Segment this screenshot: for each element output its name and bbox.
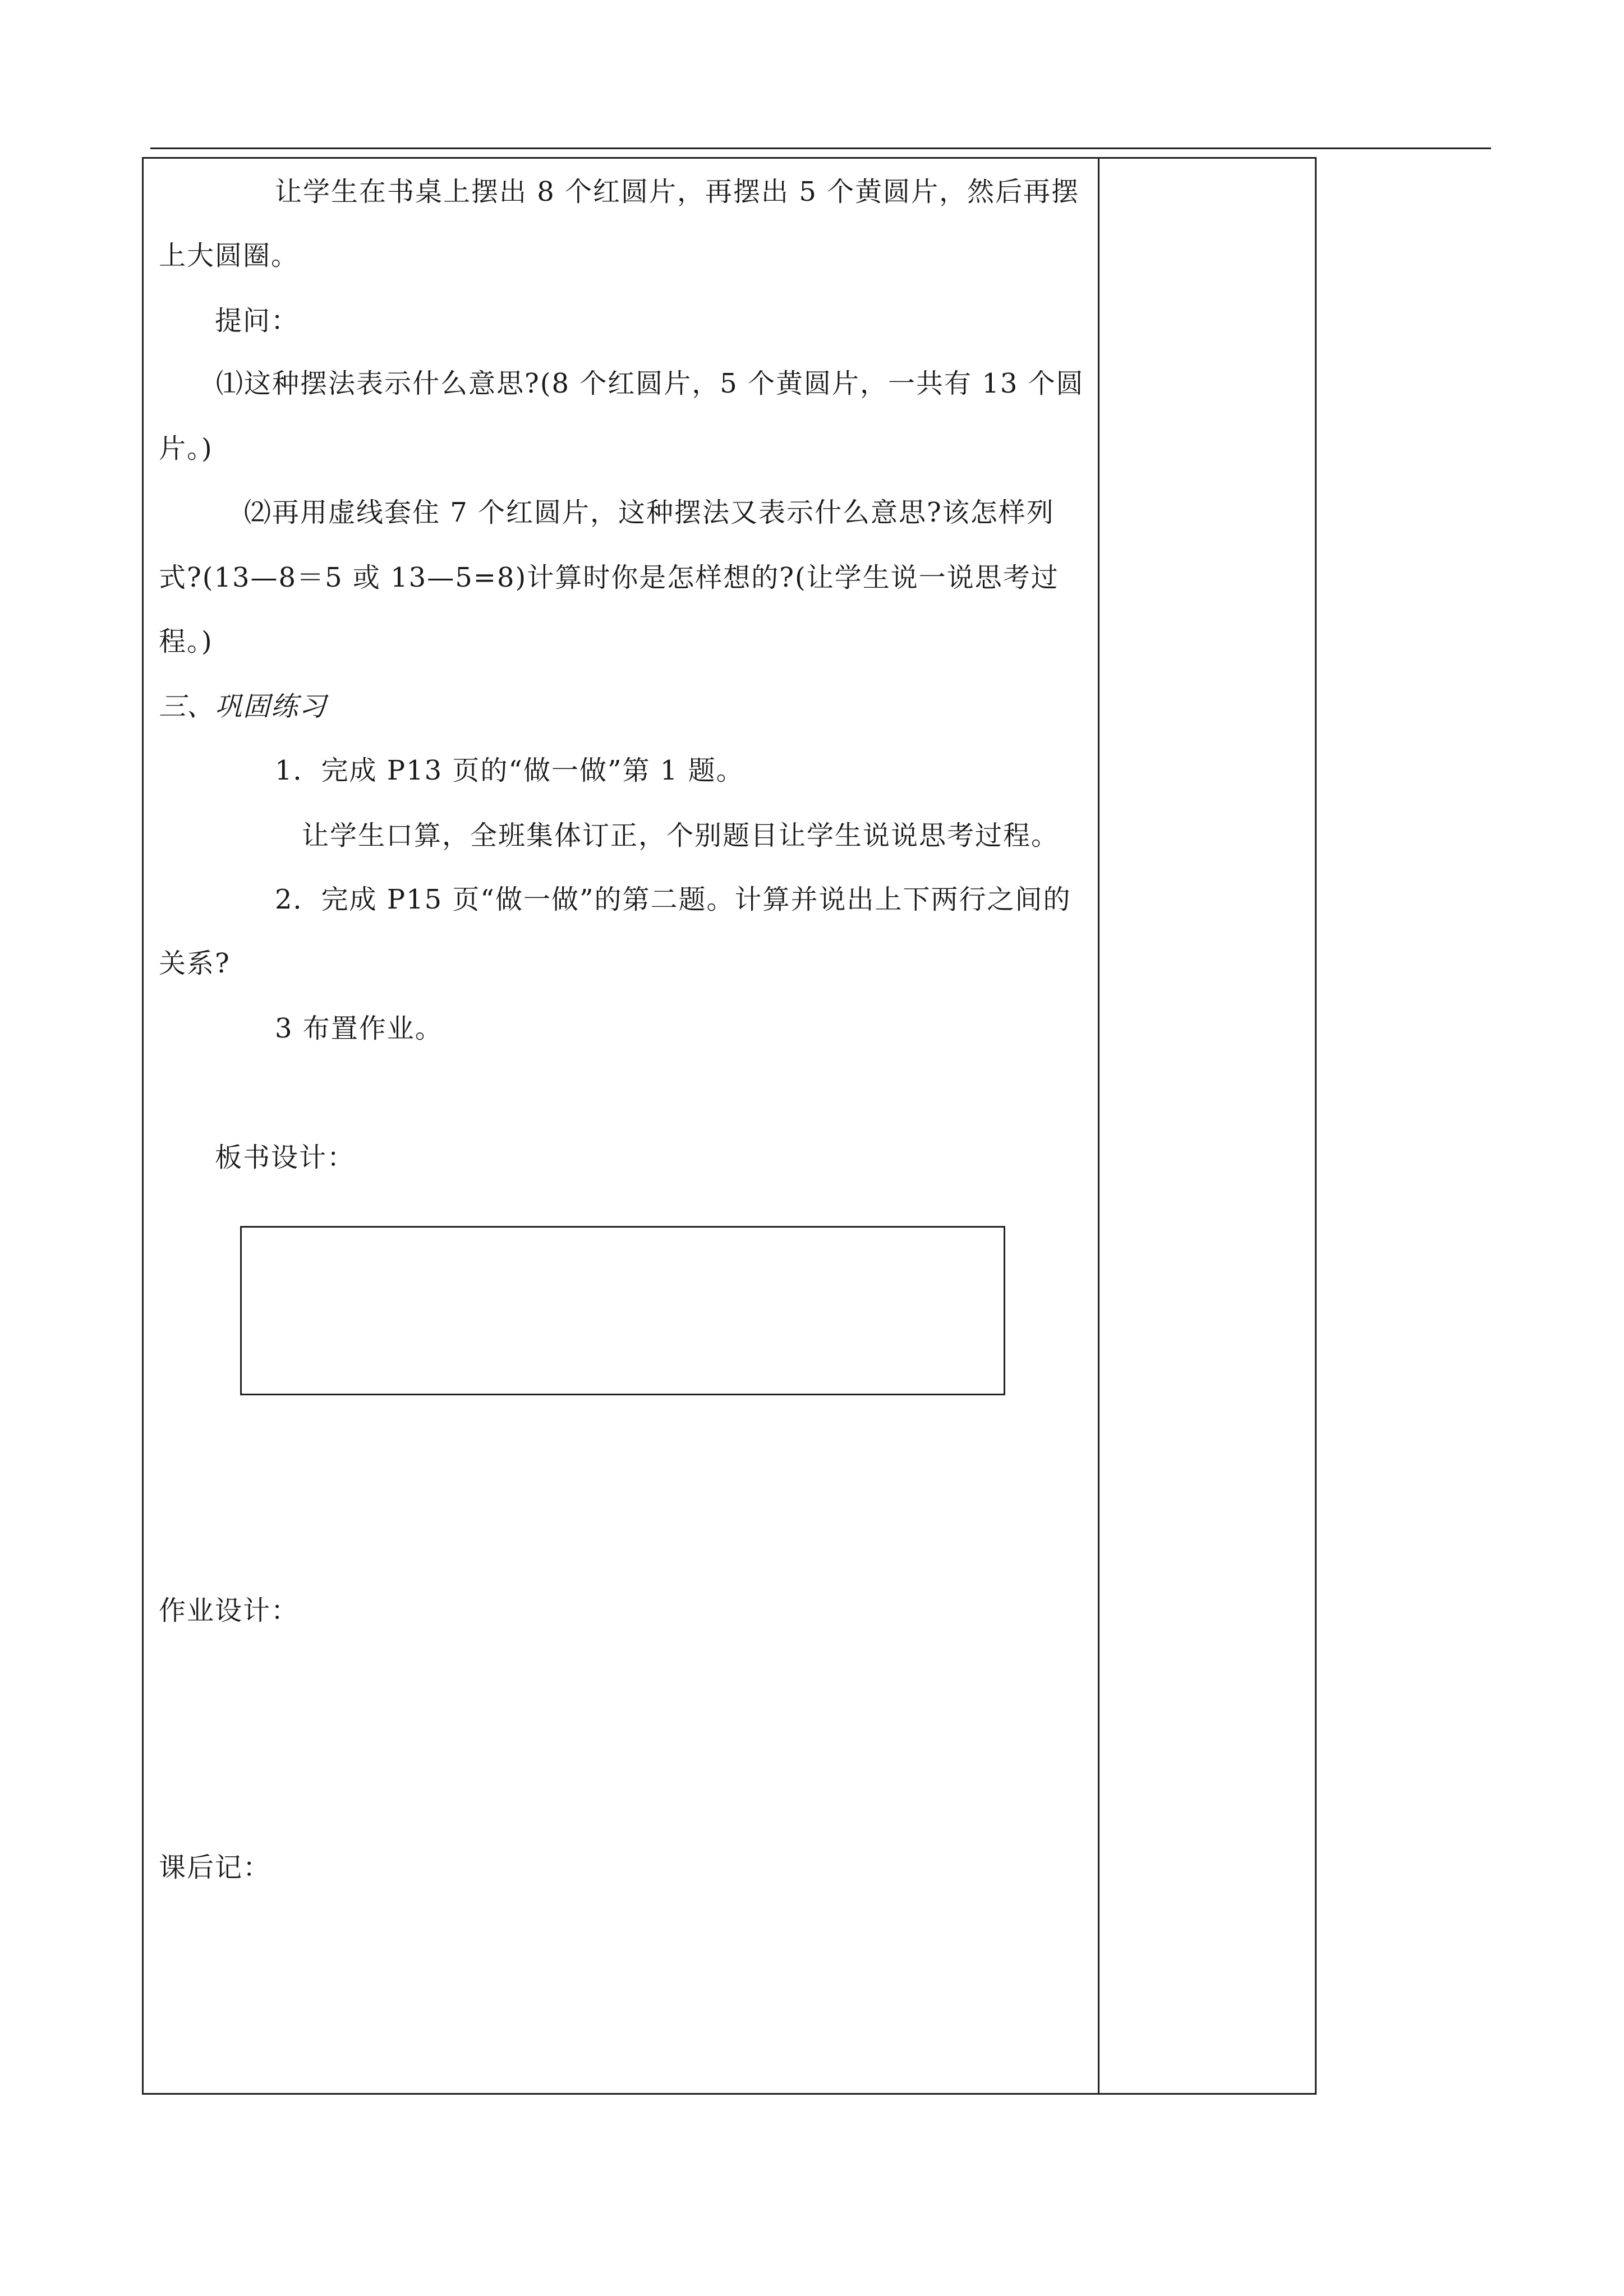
after-class-notes-label: 课后记： [159,1852,272,1883]
section-heading: 三、巩固练习 [159,691,328,722]
text-line: 片。) [159,433,213,464]
text-line: ⑴这种摆法表示什么意思?(8 个红圆片，5 个黄圆片，一共有 13 个圆 [216,368,1084,399]
text-line: 让学生在书桌上摆出 8 个红圆片，再摆出 5 个黄圆片，然后再摆 [275,176,1080,208]
text-line: 3 布置作业。 [275,1013,443,1044]
lesson-table [142,157,1317,2095]
text-line: ⑵再用虚线套住 7 个红圆片，这种摆法又表示什么意思?该怎样列 [244,497,1055,528]
text-line: 程。) [159,626,213,657]
text-line: 让学生口算，全班集体订正，个别题目让学生说说思考过程。 [302,820,1060,851]
board-design-box [240,1226,1005,1395]
text-line: 2．完成 P15 页“做一做”的第二题。计算并说出上下两行之间的 [275,884,1071,915]
board-design-label: 板书设计： [215,1142,356,1173]
homework-design-label: 作业设计： [159,1595,300,1626]
table-column-divider [1098,157,1099,2095]
text-line: 1．完成 P13 页的“做一做”第 1 题。 [275,755,744,786]
text-line: 上大圆圈。 [159,240,300,271]
text-line: 提问： [215,305,300,336]
text-line: 关系? [159,948,231,979]
header-rule [150,147,1491,149]
text-line: 式?(13—8＝5 或 13—5=8)计算时你是怎样想的?(让学生说一说思考过 [159,562,1059,593]
